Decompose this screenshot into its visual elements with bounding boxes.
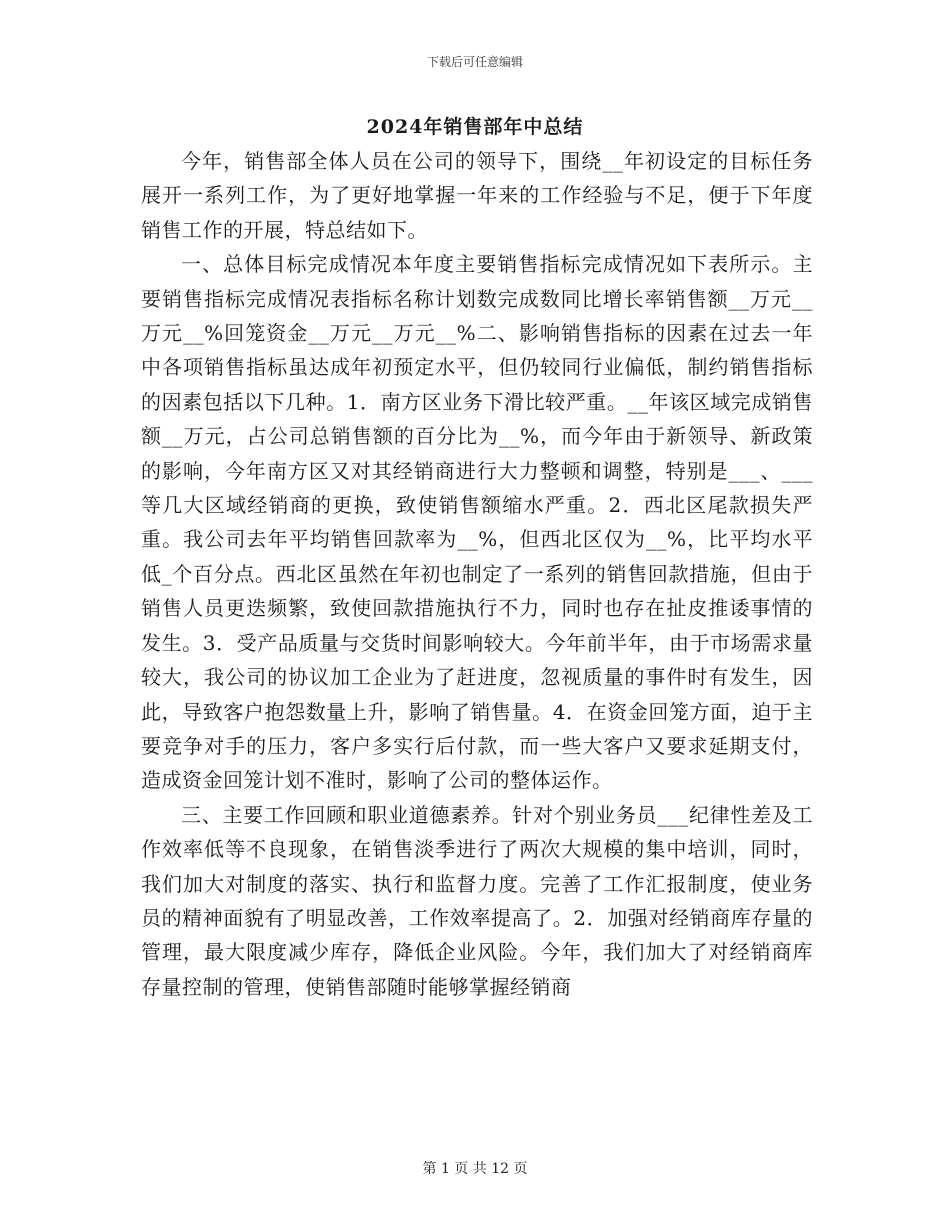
document-title: 2024年销售部年中总结 (366, 116, 584, 138)
paragraph-work-review: 三、主要工作回顾和职业道德素养。针对个别业务员___纪律性差及工作效率低等不良现象，在销售淡季进行了两次大规模的集中培训，同时，我们加大对制度的落实、执行和监督力度。完善了工作汇报制度，使业务员的精神面貌有了明显改善，工作效率提高了。2．加强对经销商库存量的管理，最大限度减少库存，降低企业风险。今年，我们加大了对经销商库存量控制的管理，使销售部随时能够掌握经销商 (141, 802, 813, 999)
paragraph-intro: 今年，销售部全体人员在公司的领导下，围绕__年初设定的目标任务展开一系列工作，为了更好地掌握一年来的工作经验与不足，便于下年度销售工作的开展，特总结如下。 (141, 149, 813, 242)
paragraph-targets-and-factors: 一、总体目标完成情况本年度主要销售指标完成情况如下表所示。主要销售指标完成情况表指标名称计划数完成数同比增长率销售额__万元__万元__%回笼资金__万元__万元__%二、影响销售指标的因素在过去一年中各项销售指标虽达成年初预定水平，但仍较同行业偏低，制约销售指标的因素包括以下几种。1．南方区业务下滑比较严重。__年该区域完成销售额__万元，占公司总销售额的百分比为__%，而今年由于新领导、新政策的影响，今年南方区又对其经销商进行大力整顿和调整，特别是___、___等几大区域经销商的更换，致使销售额缩水严重。2．西北区尾款损失严重。我公司去年平均销售回款率为__%，但西北区仅为__%，比平均水平低_个百分点。西北区虽然在年初也制定了一系列的销售回款措施，但由于销售人员更迭频繁，致使回款措施执行不力，同时也存在扯皮推诿事情的发生。3．受产品质量与交货时间影响较大。今年前半年，由于市场需求量较大，我公司的协议加工企业为了赶进度，忽视质量的事件时有发生，因此，导致客户抱怨数量上升，影响了销售量。4．在资金回笼方面，迫于主要竞争对手的压力，客户多实行后付款，而一些大客户又要求延期支付，造成资金回笼计划不准时，影响了公司的整体运作。 (141, 252, 813, 793)
document-body (141, 144, 813, 1004)
page-footer-number: 第 1 页 共 12 页 (422, 1161, 528, 1177)
page-header-note: 下载后可任意编辑 (426, 55, 523, 69)
